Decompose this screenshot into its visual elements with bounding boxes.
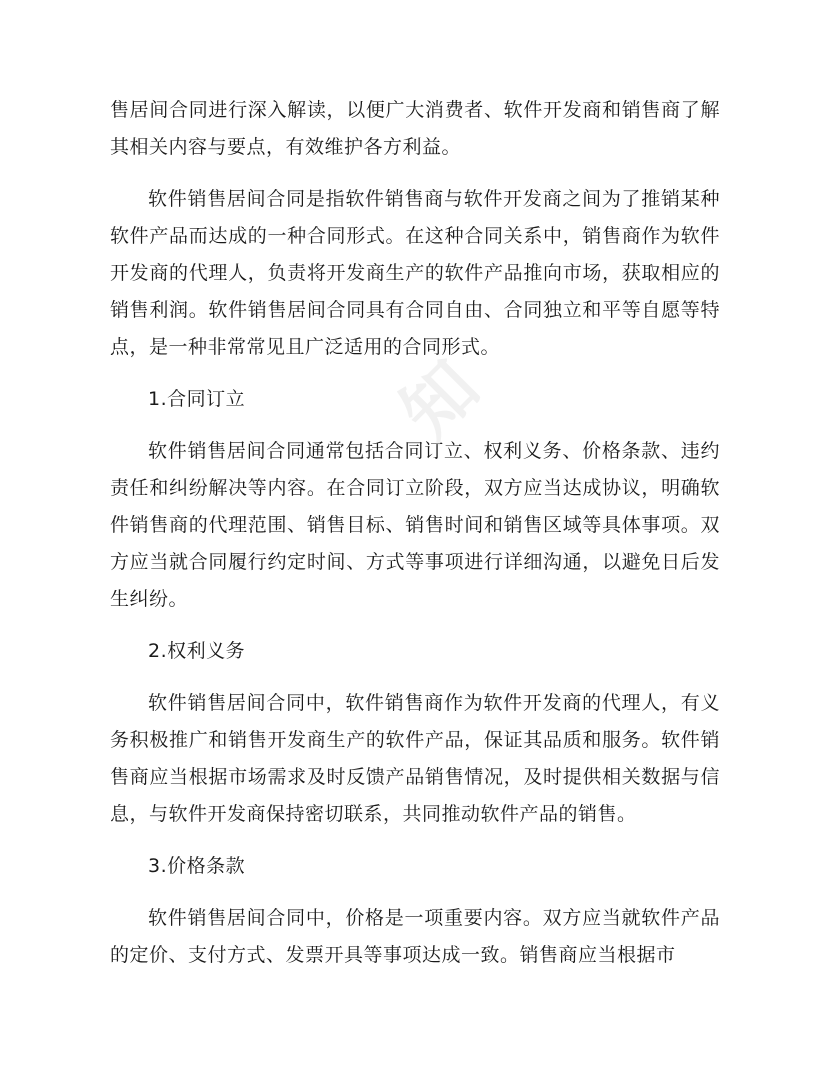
paragraph-definition: 软件销售居间合同是指软件销售商与软件开发商之间为了推销某种软件产品而达成的一种合同形式。在这种合同关系中，销售商作为软件开发商的代理人，负责将开发商生产的软件产品推向市场，获取相应的销售利润。软件销售居间合同具有合同自由、合同独立和平等自愿等特点，是一种非常常见且广泛适用的合同形式。	[110, 188, 720, 358]
section-heading-3: 3.价格条款	[148, 855, 246, 877]
paragraph-section-2: 软件销售居间合同中，软件销售商作为软件开发商的代理人，有义务积极推广和销售开发商生产的软件产品，保证其品质和服务。软件销售商应当根据市场需求及时反馈产品销售情况，及时提供相关数据与信息，与软件开发商保持密切联系，共同推动软件产品的销售。	[110, 692, 720, 825]
section-heading-1: 1.合同订立	[148, 388, 246, 410]
section-heading-2: 2.权利义务	[148, 640, 246, 662]
watermark: 知	[384, 344, 496, 456]
paragraph-section-1: 软件销售居间合同通常包括合同订立、权利义务、价格条款、违约责任和纠纷解决等内容。在合同订立阶段，双方应当达成协议，明确软件销售商的代理范围、销售目标、销售时间和销售区域等具体事项。双方应当就合同履行约定时间、方式等事项进行详细沟通，以避免日后发生纠纷。	[110, 440, 720, 610]
paragraph-section-3: 软件销售居间合同中，价格是一项重要内容。双方应当就软件产品的定价、支付方式、发票开具等事项达成一致。销售商应当根据市	[110, 907, 720, 966]
paragraph-intro: 售居间合同进行深入解读，以便广大消费者、软件开发商和销售商了解其相关内容与要点，有效维护各方利益。	[110, 99, 720, 158]
